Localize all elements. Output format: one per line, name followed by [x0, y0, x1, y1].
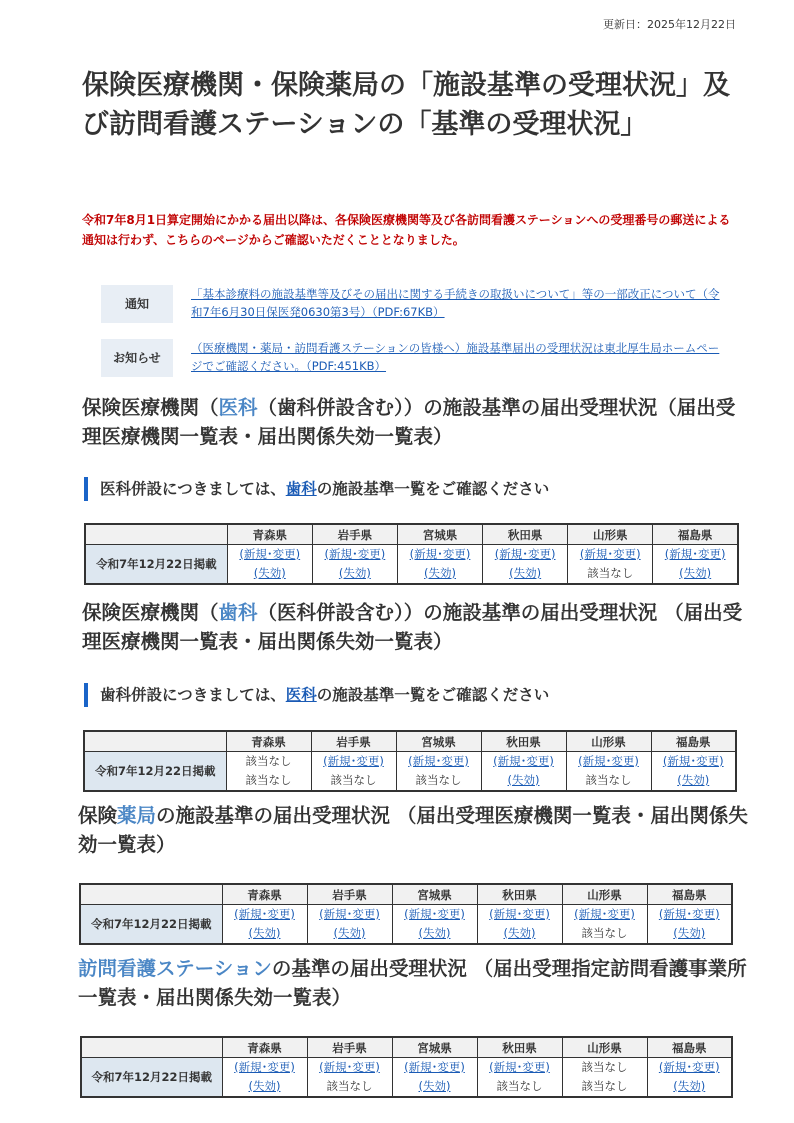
table-row — [84, 752, 736, 792]
status-cell — [222, 905, 307, 945]
new-change-link[interactable]: (新規･変更) — [493, 754, 554, 768]
info-label: お知らせ — [101, 339, 173, 377]
prefecture-header: 山形県 — [568, 524, 653, 545]
not-applicable-text: 該当なし — [326, 1079, 373, 1093]
section-title-pharmacy: 保険薬局の施設基準の届出受理状況 （届出受理医療機関一覧表・届出関係失効一覧表） — [78, 804, 748, 856]
lapsed-link[interactable]: (失効) — [338, 566, 371, 580]
posting-date: 令和7年12月22日掲載 — [81, 1058, 222, 1098]
new-change-link[interactable]: (新規･変更) — [574, 907, 635, 921]
lapsed-link[interactable]: (失効) — [253, 566, 286, 580]
status-cell — [477, 905, 562, 945]
status-cell — [562, 905, 647, 945]
lapsed-link[interactable]: (失効) — [507, 773, 540, 787]
info-label: 通知 — [101, 285, 173, 323]
status-cell — [647, 905, 732, 945]
new-change-link[interactable]: (新規･変更) — [489, 1060, 550, 1074]
posting-date: 令和7年12月22日掲載 — [80, 905, 222, 945]
new-change-link[interactable]: (新規･変更) — [579, 547, 641, 561]
new-change-link[interactable]: (新規･変更) — [234, 907, 295, 921]
new-change-link[interactable]: (新規･変更) — [234, 1060, 295, 1074]
section-title-dental: 保険医療機関（歯科（医科併設含む））の施設基準の届出受理状況 （届出受理医療機関一覧表・届出関係失効一覧表） — [82, 601, 743, 653]
prefecture-header: 青森県 — [222, 1037, 307, 1058]
lapsed-link[interactable]: (失効) — [673, 926, 706, 940]
status-cell — [477, 1058, 562, 1098]
table-corner — [80, 884, 222, 905]
announcement-link[interactable]: （医療機関・薬局・訪問看護ステーションの皆様へ）施設基準届出の受理状況は東北厚生局ホームページでご確認ください。（PDF:451KB） — [191, 341, 720, 373]
prefecture-header: 宮城県 — [392, 884, 477, 905]
prefecture-header: 福島県 — [653, 524, 738, 545]
prefecture-header: 福島県 — [651, 731, 736, 752]
lapsed-link[interactable]: (失効) — [418, 1079, 451, 1093]
lapsed-link[interactable]: (失効) — [679, 566, 712, 580]
not-applicable-text: 該当なし — [245, 773, 292, 787]
not-applicable-text: 該当なし — [581, 1060, 628, 1074]
prefecture-header: 青森県 — [222, 884, 307, 905]
table-corner — [85, 524, 227, 545]
new-change-link[interactable]: (新規･変更) — [664, 547, 726, 561]
new-change-link[interactable]: (新規･変更) — [324, 547, 386, 561]
not-applicable-text: 該当なし — [245, 754, 292, 768]
section-title-home-nursing: 訪問看護ステーションの基準の届出受理状況 （届出受理指定訪問看護事業所一覧表・届出関係失効一覧表） — [78, 957, 747, 1009]
status-cell — [227, 545, 312, 585]
updated-date: 更新日：2025年12月22日 — [603, 18, 736, 31]
status-cell — [226, 752, 311, 792]
status-cell — [647, 1058, 732, 1098]
status-cell — [397, 545, 482, 585]
lapsed-link[interactable]: (失効) — [248, 1079, 281, 1093]
status-cell — [566, 752, 651, 792]
not-applicable-text: 該当なし — [587, 566, 634, 580]
status-cell — [568, 545, 653, 585]
status-table-dental — [83, 730, 737, 792]
new-change-link[interactable]: (新規･変更) — [409, 547, 471, 561]
new-change-link[interactable]: (新規･変更) — [404, 907, 465, 921]
new-change-link[interactable]: (新規･変更) — [323, 754, 384, 768]
new-change-link[interactable]: (新規･変更) — [658, 1060, 720, 1074]
prefecture-header: 青森県 — [226, 731, 311, 752]
pharmacy-link[interactable]: 薬局 — [117, 804, 157, 827]
prefecture-header: 福島県 — [647, 1037, 732, 1058]
new-change-link[interactable]: (新規･変更) — [578, 754, 639, 768]
table-row — [81, 1058, 732, 1098]
prefecture-header: 福島県 — [647, 884, 732, 905]
prefecture-header: 秋田県 — [477, 884, 562, 905]
page-title: 保険医療機関・保険薬局の「施設基準の受理状況」及び訪問看護ステーションの「基準の受理状況」 — [82, 70, 730, 140]
prefecture-header: 岩手県 — [307, 884, 392, 905]
not-applicable-text: 該当なし — [496, 1079, 543, 1093]
new-change-link[interactable]: (新規･変更) — [658, 907, 720, 921]
lapsed-link[interactable]: (失効) — [248, 926, 281, 940]
status-cell — [312, 545, 397, 585]
prefecture-header: 宮城県 — [392, 1037, 477, 1058]
medical-link[interactable]: 医科 — [218, 396, 258, 419]
lapsed-link[interactable]: (失効) — [418, 926, 451, 940]
new-change-link[interactable]: (新規･変更) — [404, 1060, 465, 1074]
prefecture-header: 山形県 — [562, 1037, 647, 1058]
table-row — [80, 905, 732, 945]
status-cell — [651, 752, 736, 792]
prefecture-header: 秋田県 — [477, 1037, 562, 1058]
sub-heading-medical: 医科併設につきましては、歯科の施設基準一覧をご確認ください — [84, 477, 740, 501]
prefecture-header: 山形県 — [562, 884, 647, 905]
status-cell — [311, 752, 396, 792]
prefecture-header: 青森県 — [227, 524, 312, 545]
dental-link[interactable]: 歯科 — [218, 601, 258, 624]
status-cell — [483, 545, 568, 585]
lapsed-link[interactable]: (失効) — [333, 926, 366, 940]
not-applicable-text: 該当なし — [585, 773, 632, 787]
prefecture-header: 秋田県 — [483, 524, 568, 545]
not-applicable-text: 該当なし — [581, 926, 628, 940]
new-change-link[interactable]: (新規･変更) — [319, 1060, 380, 1074]
not-applicable-text: 該当なし — [581, 1079, 628, 1093]
status-table-medical — [84, 523, 739, 585]
new-change-link[interactable]: (新規･変更) — [408, 754, 469, 768]
status-table-home-nursing — [80, 1036, 733, 1098]
prefecture-header: 岩手県 — [312, 524, 397, 545]
prefecture-header: 宮城県 — [397, 524, 482, 545]
table-row — [85, 545, 738, 585]
lapsed-link[interactable]: (失効) — [673, 1079, 706, 1093]
status-cell — [396, 752, 481, 792]
status-cell — [222, 1058, 307, 1098]
new-change-link[interactable]: (新規･変更) — [662, 754, 724, 768]
prefecture-header: 宮城県 — [396, 731, 481, 752]
section-title-medical: 保険医療機関（医科（歯科併設含む））の施設基準の届出受理状況（届出受理医療機関一覧表・届出関係失効一覧表） — [82, 396, 736, 448]
status-cell — [562, 1058, 647, 1098]
new-change-link[interactable]: (新規･変更) — [494, 547, 556, 561]
table-corner — [84, 731, 226, 752]
status-cell — [392, 905, 477, 945]
new-change-link[interactable]: (新規･変更) — [319, 907, 380, 921]
lapsed-link[interactable]: (失効) — [677, 773, 710, 787]
status-cell — [653, 545, 738, 585]
prefecture-header: 岩手県 — [311, 731, 396, 752]
new-change-link[interactable]: (新規･変更) — [489, 907, 550, 921]
dental-link[interactable]: 歯科 — [285, 480, 317, 498]
notification-link[interactable]: 「基本診療料の施設基準等及びその届出に関する手続きの取扱いについて」等の一部改正について（令和7年6月30日保医発0630第3号）（PDF:67KB） — [191, 287, 720, 319]
status-cell — [307, 1058, 392, 1098]
notice-text: 令和7年8月1日算定開始にかかる届出以降は、各保険医療機関等及び各訪問看護ステーションへの受理番号の郵送による通知は行わず、こちらのページからご確認いただくこととなりました。 — [82, 213, 731, 247]
lapsed-link[interactable]: (失効) — [424, 566, 456, 580]
medical-link[interactable]: 医科 — [285, 686, 317, 704]
new-change-link[interactable]: (新規･変更) — [239, 547, 301, 561]
lapsed-link[interactable]: (失効) — [509, 566, 542, 580]
lapsed-link[interactable]: (失効) — [503, 926, 536, 940]
status-table-pharmacy — [79, 883, 733, 945]
prefecture-header: 秋田県 — [481, 731, 566, 752]
info-row-notification — [101, 285, 721, 323]
sub-heading-dental: 歯科併設につきましては、医科の施設基準一覧をご確認ください — [84, 683, 740, 707]
status-cell — [481, 752, 566, 792]
prefecture-header: 山形県 — [566, 731, 651, 752]
not-applicable-text: 該当なし — [415, 773, 462, 787]
status-cell — [392, 1058, 477, 1098]
posting-date: 令和7年12月22日掲載 — [84, 752, 226, 792]
not-applicable-text: 該当なし — [330, 773, 377, 787]
home-nursing-link[interactable]: 訪問看護ステーション — [78, 957, 272, 980]
table-corner — [81, 1037, 222, 1058]
prefecture-header: 岩手県 — [307, 1037, 392, 1058]
posting-date: 令和7年12月22日掲載 — [85, 545, 227, 585]
status-cell — [307, 905, 392, 945]
info-row-announcement — [101, 339, 721, 377]
